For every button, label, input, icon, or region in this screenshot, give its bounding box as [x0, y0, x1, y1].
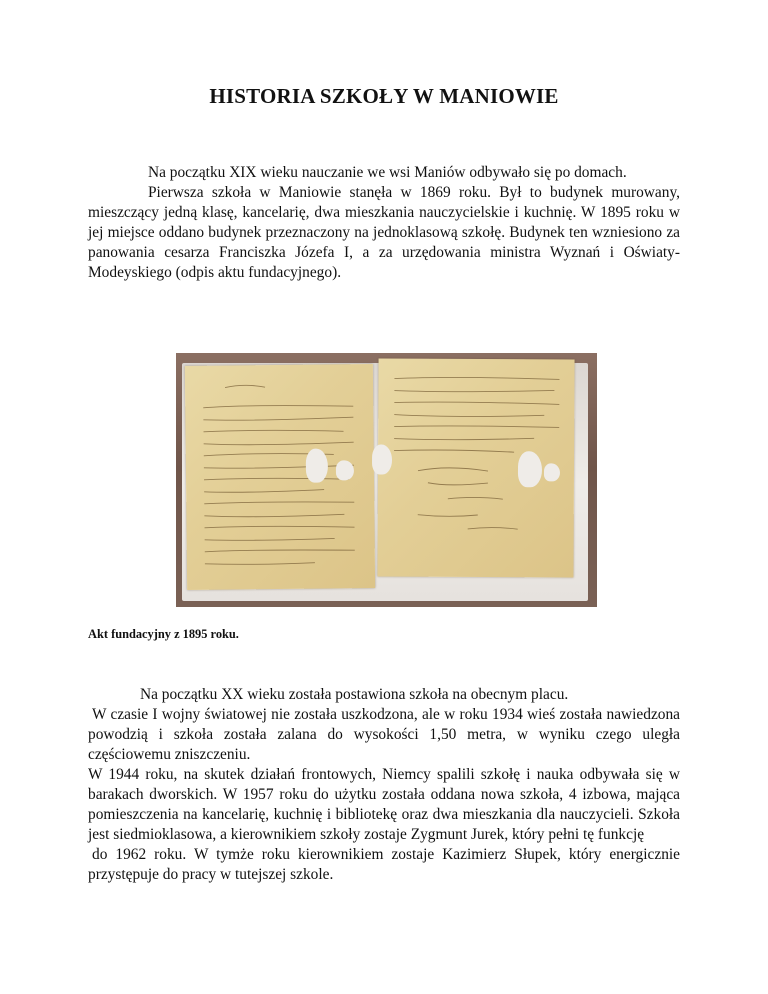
- paper-damage: [336, 460, 354, 480]
- paper-damage: [306, 448, 328, 482]
- founding-act-photo: [176, 353, 597, 607]
- page-title: HISTORIA SZKOŁY W MANIOWIE: [209, 84, 559, 108]
- history-section: [88, 685, 680, 885]
- intro-paragraph-2: Pierwsza szkoła w Maniowie stanęła w 1869 roku. Był to budynek murowany, mieszczący jedną klasę, kancelarię, dwa mieszkania nauczycielskie i kuchnię. W 1895 roku w jej miejsce oddano budynek przeznaczony na jednoklasową szkołę. Budynek ten wzniesiono za panowania cesarza Franciszka Józefa I, a za urzędowania ministra Wyznań i Oświaty- Modeyskiego (odpis aktu fundacyjnego).: [88, 184, 680, 281]
- body-paragraph-1: Na początku XX wieku została postawiona szkoła na obecnym placu.: [140, 686, 569, 703]
- paper-damage: [544, 463, 560, 481]
- paper-damage: [518, 451, 542, 487]
- intro-paragraph-1: Na początku XIX wieku nauczanie we wsi Maniów odbywało się po domach.: [148, 164, 627, 181]
- body-paragraph-4: do 1962 roku. W tymże roku kierownikiem zostaje Kazimierz Słupek, który energicznie przystępuje do pracy w tutejszej szkole.: [88, 846, 680, 883]
- body-paragraph-3: W 1944 roku, na skutek działań frontowych, Niemcy spalili szkołę i nauka odbywała się w barakach dworskich. W 1957 roku do użytku została oddana nowa szkoła, 4 izbowa, mająca pomieszczenia na kancelarię, kuchnię i bibliotekę oraz dwa mieszkania dla nauczycieli. Szkoła jest siedmioklasowa, a kierownikiem szkoły zostaje Zygmunt Jurek, który pełni tę funkcję: [88, 766, 680, 843]
- document-page-right: [377, 358, 574, 577]
- document-page-left: [185, 364, 375, 590]
- intro-section: [88, 163, 680, 283]
- body-paragraph-2: W czasie I wojny światowej nie została uszkodzona, ale w roku 1934 wieś została nawiedzona powodzią i szkoła została zalana do wysokości 1,50 metra, w wyniku czego uległa częściowemu zniszczeniu.: [88, 706, 680, 763]
- paper-damage: [372, 444, 392, 474]
- figure-caption: Akt fundacyjny z 1895 roku.: [88, 627, 239, 641]
